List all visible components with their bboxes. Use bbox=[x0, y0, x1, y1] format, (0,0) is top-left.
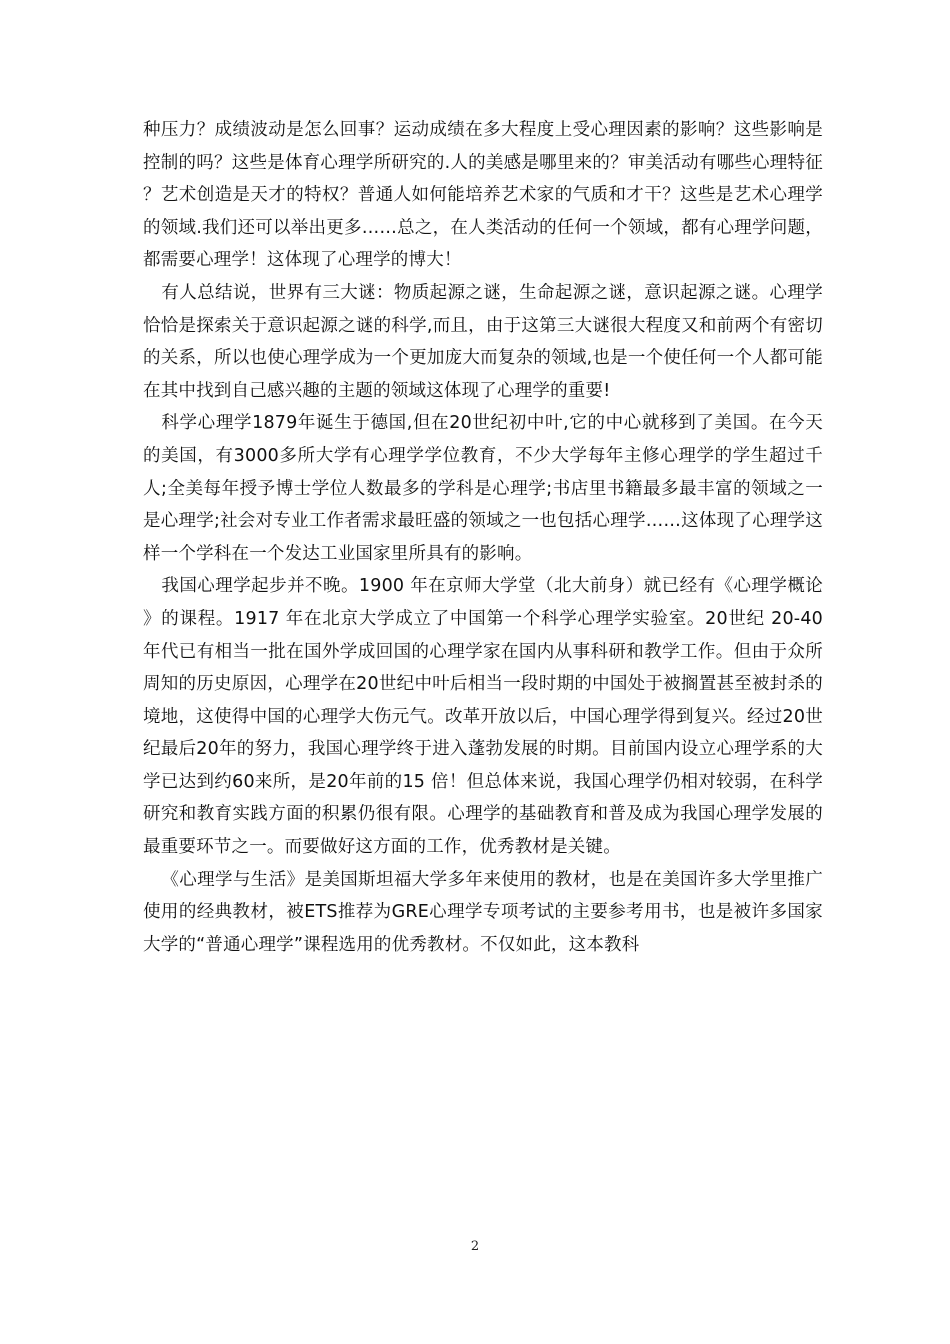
paragraph-continuation: 种压力？成绩波动是怎么回事？运动成绩在多大程度上受心理因素的影响？这些影响是控制的吗？这些是体育心理学所研究的.人的美感是哪里来的？审美活动有哪些心理特征？艺术创造是天才的特权？普通人如何能培养艺术家的气质和才干？这些是艺术心理学的领域.我们还可以举出更多……总之，在人类活动的任何一个领域，都有心理学问题，都需要心理学！这体现了心理学的博大！ bbox=[143, 120, 823, 271]
page-number: 2 bbox=[470, 1239, 480, 1254]
paragraph-china-psychology: 我国心理学起步并不晚。1900 年在京师大学堂（北大前身）就已经有《心理学概论》的课程。1917 年在北京大学成立了中国第一个科学心理学实验室。20世纪 20-40 年代已有相当一批在国外学成回国的心理学家在国内从事科研和教学工作。但由于众所周知的历史原因，心理学在20世纪中叶后相当一段时期的中国处于被搁置甚至被封杀的境地，这使得中国的心理学大伤元气。改革开放以后，中国心理学得到复兴。经过20世纪最后20年的努力，我国心理学终于进入蓬勃发展的时期。目前国内设立心理学系的大学已达到约60来所，是20年前的15 倍！但总体来说，我国心理学仍相对较弱，在科学研究和教育实践方面的积累仍很有限。心理学的基础教育和普及成为我国心理学发展的最重要环节之一。而要做好这方面的工作，优秀教材是关键。 bbox=[143, 576, 823, 858]
paragraph-textbook: 《心理学与生活》是美国斯坦福大学多年来使用的教材，也是在美国许多大学里推广使用的经典教材，被ETS推荐为GRE心理学专项考试的主要参考用书，也是被许多国家大学的“普通心理学”课程选用的优秀教材。不仅如此，这本教科 bbox=[143, 869, 823, 955]
paragraph-three-mysteries: 有人总结说，世界有三大谜：物质起源之谜，生命起源之谜，意识起源之谜。心理学恰恰是探索关于意识起源之谜的科学,而且，由于这第三大谜很大程度又和前两个有密切的关系，所以也使心理学成为一个更加庞大而复杂的领域,也是一个使任何一个人都可能在其中找到自己感兴趣的主题的领域这体现了心理学的重要! bbox=[143, 282, 823, 401]
body-text bbox=[143, 114, 823, 961]
paragraph-scientific-psychology: 科学心理学1879年诞生于德国,但在20世纪初中叶,它的中心就移到了美国。在今天的美国，有3000多所大学有心理学学位教育，不少大学每年主修心理学的学生超过千人;全美每年授予博士学位人数最多的学科是心理学;书店里书籍最多最丰富的领域之一是心理学;社会对专业工作者需求最旺盛的领域之一也包括心理学……这体现了心理学这样一个学科在一个发达工业国家里所具有的影响。 bbox=[143, 413, 823, 564]
